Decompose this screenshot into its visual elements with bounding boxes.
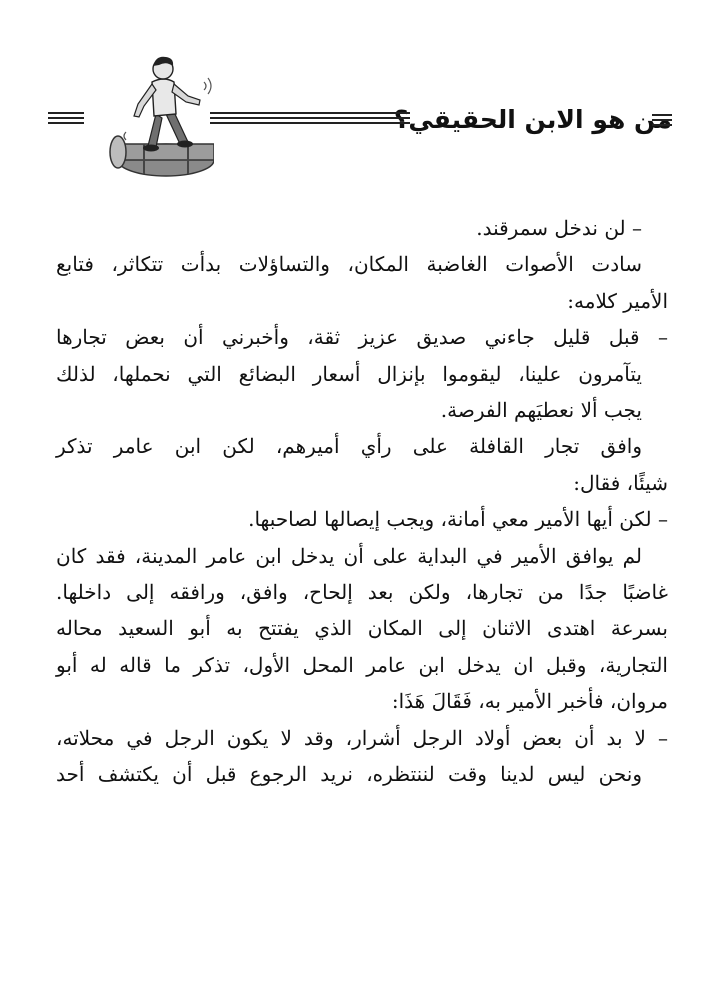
page-header bbox=[48, 62, 672, 212]
text-line: شيئًا، فقال: bbox=[573, 470, 668, 495]
text-line: الأمير كلامه: bbox=[567, 288, 668, 313]
text-line: ونحن ليس لدينا وقت لننتظره، نريد الرجوع قبل أن يكتشف أحد bbox=[56, 762, 642, 787]
title-rule-right bbox=[652, 114, 672, 126]
text-line: يجب ألا نعطيَهم الفرصة. bbox=[440, 398, 642, 423]
text-line: وافق تجار القافلة على رأي أميرهم، لكن ابن عامر تذكر bbox=[56, 434, 642, 459]
text-line: مروان، فأخبر الأمير به، فَقَالَ هَذَا: bbox=[391, 689, 668, 714]
text-line: سادت الأصوات الغاضبة المكان، والتساؤلات بدأت تتكاثر، فتابع bbox=[56, 252, 642, 277]
boy-on-barrel-illustration bbox=[104, 52, 214, 180]
text-line: – لا بد أن بعض أولاد الرجل أشرار، وقد لا يكون الرجل في محلاته، bbox=[56, 725, 668, 750]
chapter-title: من هو الابن الحقيقي؟ bbox=[393, 105, 672, 134]
text-line: بسرعة اهتدى الاثنان إلى المكان الذي يفتتح به أبو السعيد محاله bbox=[56, 616, 668, 641]
text-line: التجارية، وقبل ان يدخل ابن عامر المحل الأول، تذكر ما قاله له أبو bbox=[56, 652, 668, 677]
title-rule-left bbox=[48, 112, 84, 124]
text-line: يتآمرون علينا، ليقوموا بإنزال أسعار البضائع التي نحملها، لذلك bbox=[56, 361, 642, 386]
text-line: – قبل قليل جاءني صديق عزيز ثقة، وأخبرني أن بعض تجارها bbox=[56, 325, 668, 350]
title-rule-middle bbox=[210, 112, 410, 124]
body-text bbox=[56, 210, 668, 793]
text-line: – لن ندخل سمرقند. bbox=[476, 216, 642, 240]
text-line: – لكن أيها الأمير معي أمانة، ويجب إيصالها لصاحبها. bbox=[248, 507, 668, 532]
text-line: لم يوافق الأمير في البداية على أن يدخل ابن عامر المدينة، فقد كان bbox=[56, 543, 642, 568]
text-line: غاضبًا جدًا من تجارها، ولكن بعد إلحاح، وافق، ورافقه إلى داخلها. bbox=[56, 580, 668, 605]
